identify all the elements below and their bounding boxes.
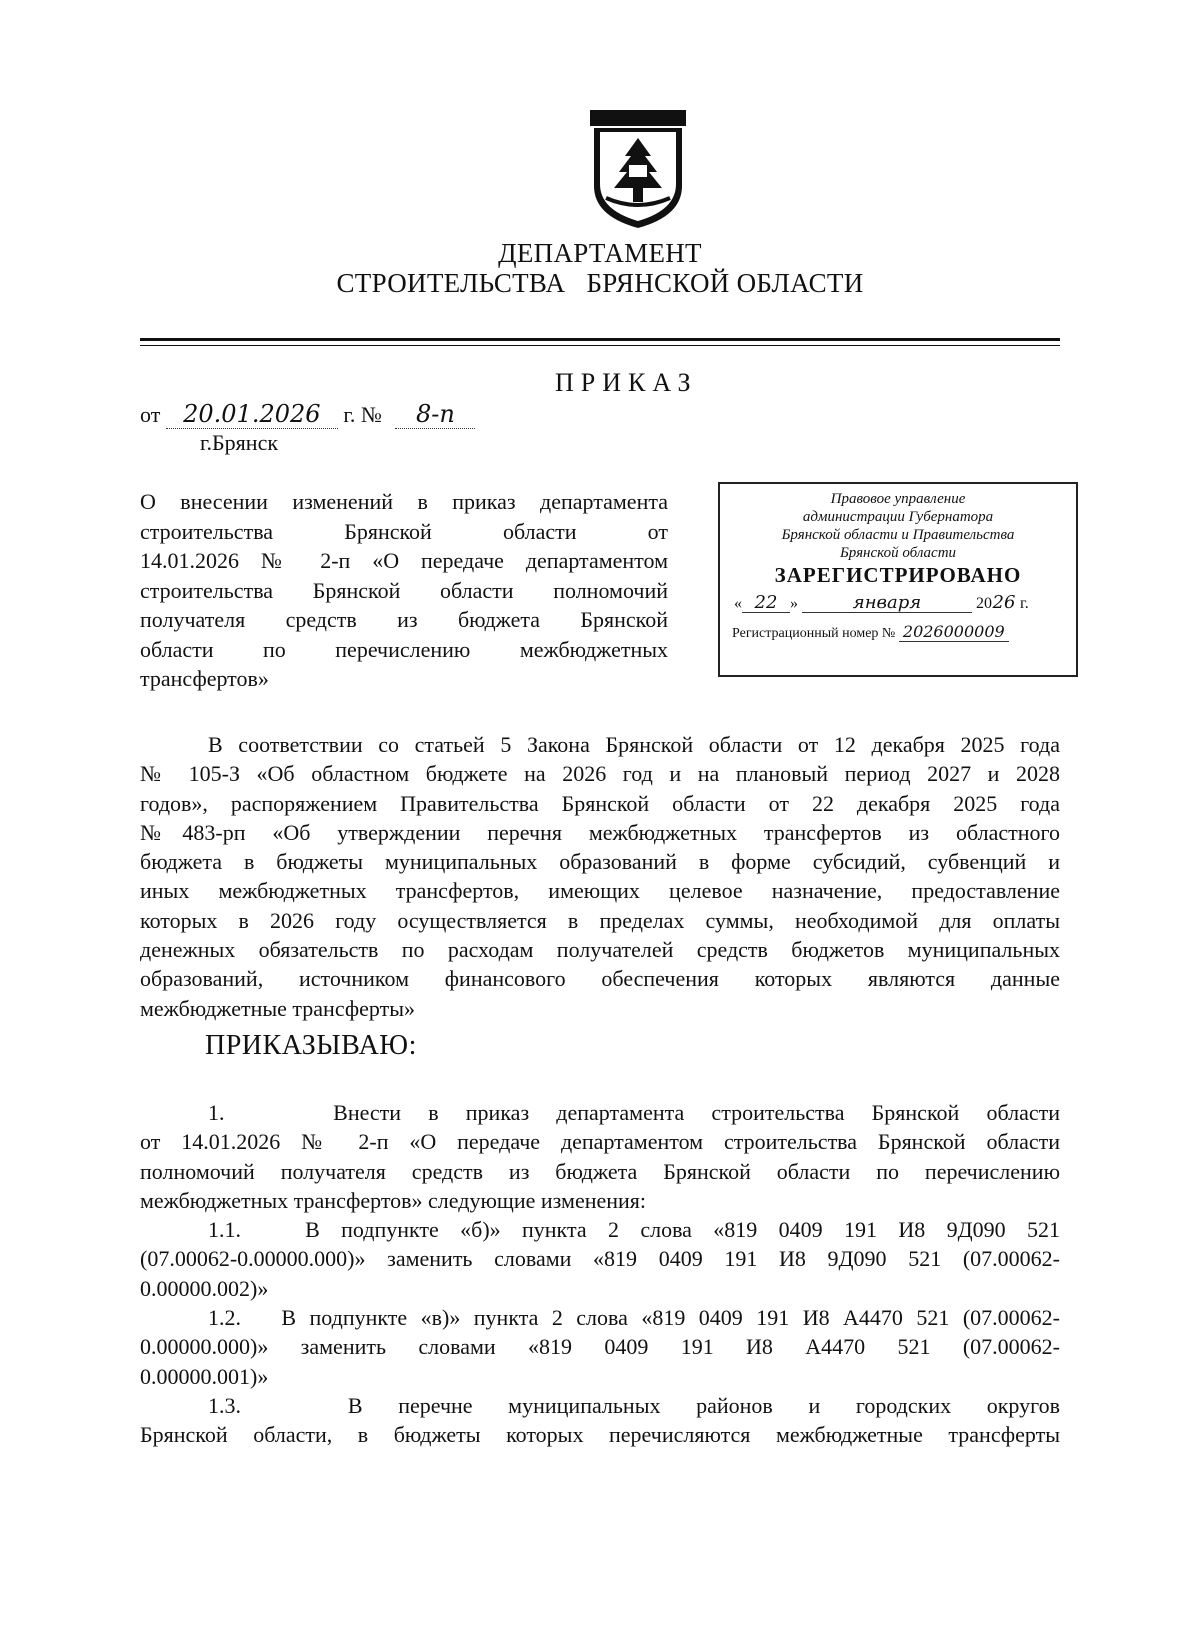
item-1-1-line: 1.1. В подпункте «б)» пункта 2 слова «819 0409 191 И8 9Д090 521	[208, 1217, 1060, 1242]
item-1-1-line: (07.00062-0.00000.000)» заменить словами «819 0409 191 И8 9Д090 521 (07.00062-	[140, 1246, 1060, 1272]
from-label: от	[140, 402, 161, 427]
subject-line: трансфертов»	[140, 666, 269, 691]
city-label: г.Брянск	[200, 430, 279, 455]
orders-heading: ПРИКАЗЫВАЮ:	[205, 1030, 417, 1061]
preamble-line: В соответствии со статьей 5 Закона Брянской области от 12 декабря 2025 года	[208, 732, 1060, 757]
item-1-line: 1. Внести в приказ департамента строительства Брянской области	[208, 1100, 1060, 1125]
subject-line: 14.01.2026 № 2-п «О передаче департаментом	[140, 548, 668, 573]
item-1-paragraph	[140, 1098, 1060, 1215]
order-subject	[140, 487, 668, 694]
subject-line: получателя средств из бюджета Брянской	[140, 607, 668, 632]
stamp-month-handwritten: января	[802, 594, 972, 613]
item-1-2-paragraph	[140, 1303, 1060, 1391]
item-1-3-line: 1.3. В перечне муниципальных районов и городских округов	[208, 1393, 1060, 1418]
preamble-line: № 105-З «Об областном бюджете на 2026 год и на плановый период 2027 и 2028	[140, 761, 1060, 787]
preamble-line: образований, источником финансового обеспечения которых являются данные	[140, 966, 1060, 992]
stamp-year-label: г.	[1020, 595, 1029, 612]
handwritten-order-number: 8-п	[395, 400, 475, 429]
item-1-1-paragraph	[140, 1215, 1060, 1303]
subject-line: области по перечислению межбюджетных	[140, 636, 668, 662]
stamp-org-line: Правовое управление	[830, 491, 966, 507]
preamble-line: денежных обязательств по расходам получателей средств бюджетов муниципальных	[140, 937, 1060, 963]
item-1-line: полномочий получателя средств из бюджета Брянской области по перечислению	[140, 1158, 1060, 1184]
subject-line: строительства Брянской области полномочий	[140, 577, 668, 603]
stamp-year-prefix: 20	[976, 595, 992, 612]
stamp-regnum-handwritten: 2026000009	[899, 623, 1009, 642]
stamp-year-handwritten: 26	[992, 592, 1016, 613]
stamp-org-line: Брянской области и Правительства	[781, 527, 1015, 543]
department-title-line1: ДЕПАРТАМЕНТ	[498, 238, 702, 268]
number-label: г. №	[343, 402, 382, 427]
header-divider-thin	[140, 345, 1060, 346]
handwritten-order-date: 20.01.2026	[166, 400, 338, 429]
subject-line: строительства Брянской области от	[140, 518, 668, 544]
document-type-title: ПРИКАЗ	[555, 368, 698, 397]
stamp-quote-open: «	[734, 595, 742, 612]
stamp-org-line: Брянской области	[839, 545, 957, 561]
item-1-2-line: 1.2. В подпункте «в)» пункта 2 слова «819 0409 191 И8 А4470 521 (07.00062-	[208, 1305, 1060, 1330]
item-1-1-line: 0.00000.002)»	[140, 1275, 269, 1301]
registration-stamp	[718, 482, 1078, 677]
stamp-quote-close: »	[790, 595, 798, 612]
item-1-2-line: 0.00000.001)»	[140, 1363, 269, 1389]
order-date-number-line	[140, 400, 475, 429]
subject-line: О внесении изменений в приказ департамента	[140, 489, 668, 514]
preamble-line: годов», распоряжением Правительства Брянской области от 22 декабря 2025 года	[140, 790, 1060, 816]
stamp-regnum-label: Регистрационный номер №	[732, 626, 896, 641]
header-divider-thick	[140, 338, 1060, 341]
stamp-date-row	[720, 594, 1076, 613]
item-1-line: от 14.01.2026 № 2-п «О передаче департаментом строительства Брянской области	[140, 1129, 1060, 1155]
preamble-line: №483-рп «Об утверждении перечня межбюджетных трансфертов из областного	[140, 819, 1060, 845]
stamp-registered-label: ЗАРЕГИСТРИРОВАНО	[774, 563, 1022, 587]
preamble-line: межбюджетные трансферты»	[140, 995, 415, 1021]
stamp-org-line: администрации Губернатора	[802, 509, 994, 525]
item-1-2-line: 0.00000.000)» заменить словами «819 0409 191 И8 А4470 521 (07.00062-	[140, 1334, 1060, 1360]
coat-of-arms-emblem	[588, 108, 688, 230]
stamp-regnum-row	[720, 623, 1076, 643]
preamble-line: бюджета в бюджеты муниципальных образований в форме субсидий, субвенций и	[140, 849, 1060, 875]
department-title-line2: СТРОИТЕЛЬСТВА БРЯНСКОЙ ОБЛАСТИ	[336, 268, 864, 298]
item-1-3-paragraph	[140, 1391, 1060, 1450]
preamble-line: которых в 2026 году осуществляется в пределах суммы, необходимой для оплаты	[140, 907, 1060, 933]
stamp-day-handwritten: 22	[742, 594, 790, 613]
preamble-line: иных межбюджетных трансфертов, имеющих целевое назначение, предоставление	[140, 878, 1060, 904]
preamble-paragraph	[140, 730, 1060, 1023]
item-1-3-line: Брянской области, в бюджеты которых перечисляются межбюджетные трансферты	[140, 1422, 1060, 1448]
item-1-line: межбюджетных трансфертов» следующие изменения:	[140, 1187, 647, 1213]
